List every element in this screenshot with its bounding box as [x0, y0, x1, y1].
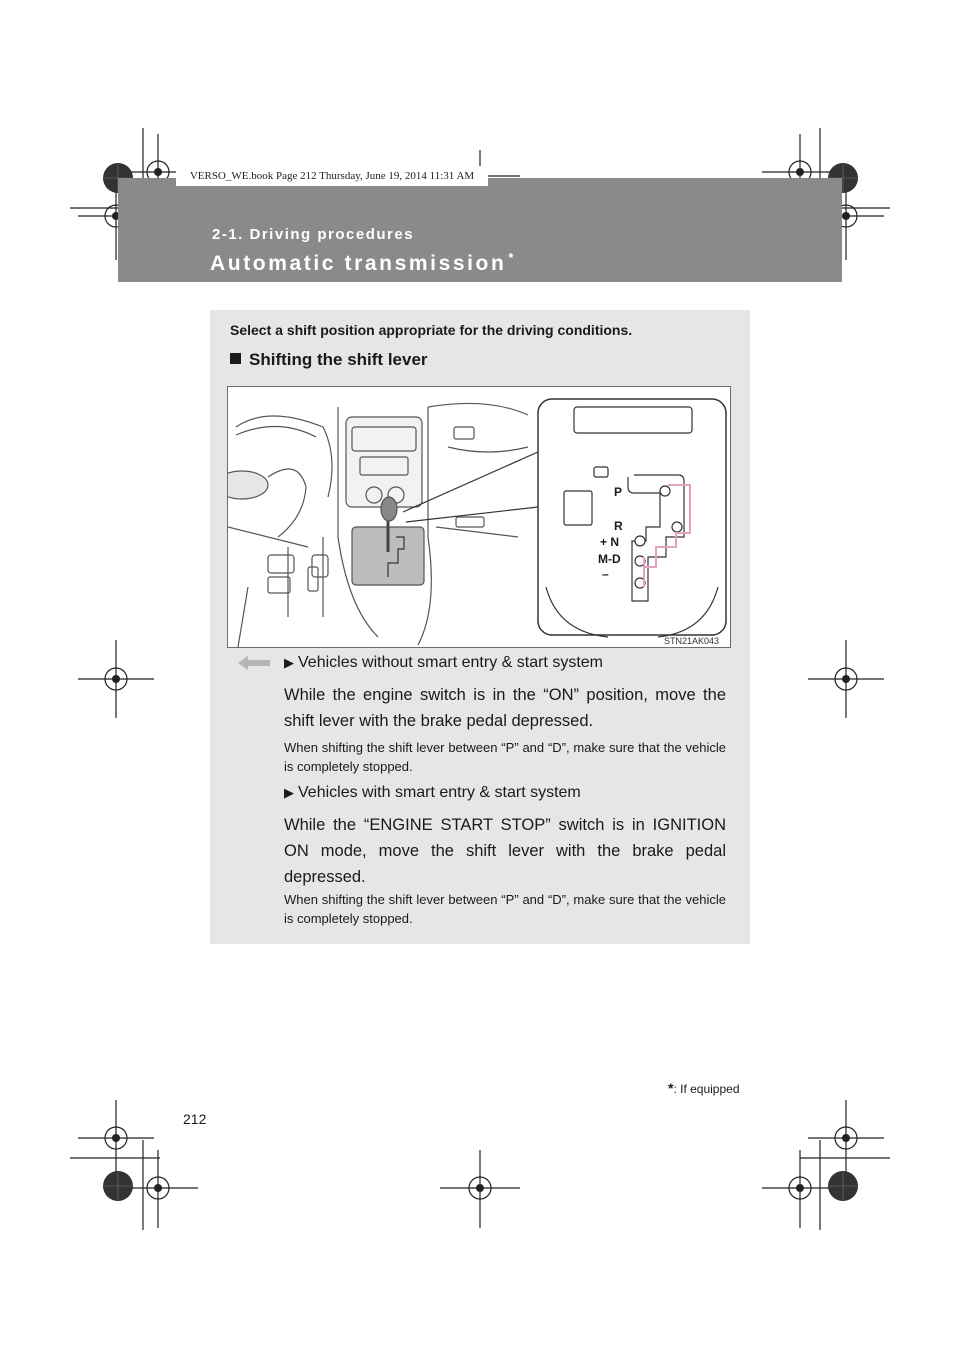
square-bullet-icon [230, 353, 241, 364]
triangle-bullet-icon: ▶ [284, 785, 294, 800]
gate-label-plus-n: + N [600, 535, 620, 549]
illustration-code: STN21AK043 [664, 636, 720, 646]
note-without-smart-entry: When shifting the shift lever between “P” and “D”, make sure that the vehicle is completely stopped. [284, 740, 726, 774]
subheading-text: Shifting the shift lever [249, 350, 428, 369]
condition-without-smart-entry: ▶ Vehicles without smart entry & start system [284, 654, 603, 671]
gate-label-p: P [614, 485, 623, 499]
footnote-asterisk: * [668, 1080, 674, 1096]
gate-label-minus: – [602, 567, 609, 581]
section-label: 2-1. Driving procedures [212, 226, 415, 243]
body-without-smart-entry: While the engine switch is in the “ON” position, move the shift lever with the brake pedal depressed. [284, 686, 726, 730]
gate-label-md: M-D [598, 552, 621, 566]
footnote-text: : If equipped [673, 1082, 740, 1096]
shift-lever-illustration [227, 386, 731, 648]
footnote [668, 1080, 740, 1096]
intro-text: Select a shift position appropriate for the driving conditions. [230, 322, 633, 338]
page-title-text: Automatic transmission [210, 252, 507, 275]
condition-with-smart-entry: ▶ Vehicles with smart entry & start system [284, 784, 581, 801]
gate-label-r: R [614, 519, 623, 533]
body-with-smart-entry: While the “ENGINE START STOP” switch is in IGNITION ON mode, move the shift lever with the brake pedal depressed. [284, 816, 726, 886]
page-title [210, 250, 513, 276]
subheading [230, 350, 428, 370]
note-with-smart-entry: When shifting the shift lever between “P” and “D”, make sure that the vehicle is completely stopped. [284, 892, 726, 926]
title-asterisk: * [508, 250, 514, 265]
triangle-bullet-icon: ▶ [284, 655, 294, 670]
left-arrow-icon [238, 654, 270, 672]
page-number: 212 [183, 1111, 207, 1127]
dashboard-drawing [228, 387, 730, 647]
book-stamp: VERSO_WE.book Page 212 Thursday, June 19, 2014 11:31 AM [176, 166, 488, 186]
